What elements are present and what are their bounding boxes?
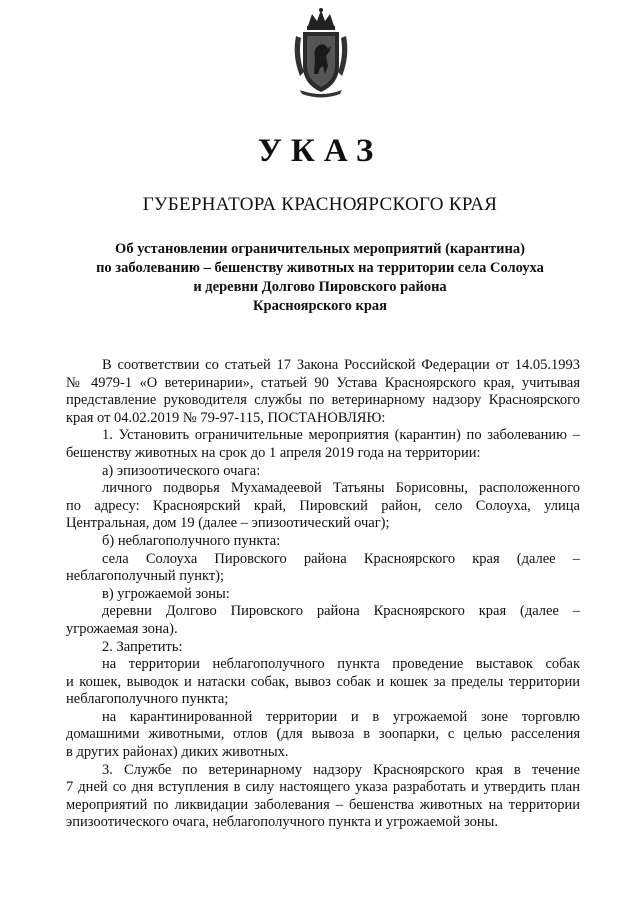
item-1a-paragraph xyxy=(66,480,580,533)
item-2-title xyxy=(66,639,580,657)
text-line: 1. Установить ограничительные мероприятия (карантин) по заболеванию – xyxy=(102,427,580,444)
document-type: УКАЗ xyxy=(257,133,383,169)
text-line: неблагополучный пункт); xyxy=(66,568,225,585)
issuer-title: ГУБЕРНАТОРА КРАСНОЯРСКОГО КРАЯ xyxy=(142,194,498,215)
item-2b-paragraph xyxy=(66,709,580,762)
item-1b-paragraph xyxy=(66,551,580,586)
subject-line: Об установлении ограничительных мероприятий (карантина) xyxy=(115,241,525,257)
text-line: № 4979-1 «О ветеринарии», статьей 90 Устава Красноярского края, учитывая xyxy=(66,374,580,391)
text-line: на карантинированной территории и в угрожаемой зоне торговлю xyxy=(102,708,580,725)
text-line: а) эпизоотического очага: xyxy=(102,462,261,479)
text-line: края от 04.02.2019 № 79-97-115, ПОСТАНОВЛЯЮ: xyxy=(66,409,386,426)
text-line: б) неблагополучного пункта: xyxy=(102,532,281,549)
subject-line: и деревни Долгово Пировского района xyxy=(193,279,447,295)
item-1c-title xyxy=(66,586,580,604)
text-line: В соответствии со статьей 17 Закона Российской Федерации от 14.05.1993 xyxy=(102,357,580,373)
text-line: угрожаемая зона). xyxy=(66,620,178,637)
item-1c-paragraph xyxy=(66,603,580,638)
text-line: на территории неблагополучного пункта проведение выставок собак xyxy=(102,656,580,673)
item-3-paragraph xyxy=(66,762,580,832)
text-line: неблагополучного пункта; xyxy=(66,691,229,708)
text-line: 7 дней со дня вступления в силу настоящего указа разработать и утвердить план xyxy=(66,779,580,796)
coat-of-arms-icon xyxy=(290,6,352,98)
text-line: 3. Службе по ветеринарному надзору Красноярского края в течение xyxy=(102,761,580,778)
text-line: представление руководителя службы по ветеринарному надзору Красноярского xyxy=(66,392,580,409)
subject-line: Красноярского края xyxy=(253,298,387,314)
text-line: домашними животными, отлов (для вывоза в зоопарки, с целью расселения xyxy=(66,726,580,743)
item-1b-title xyxy=(66,533,580,551)
text-line: бешенству животных на срок до 1 апреля 2019 года на территории: xyxy=(66,444,481,461)
item-1a-title xyxy=(66,463,580,481)
text-line: Центральная, дом 19 (далее – эпизоотический очаг); xyxy=(66,515,390,532)
text-line: мероприятий по ликвидации заболевания – бешенства животных на территории xyxy=(66,796,580,813)
subject-line: по заболеванию – бешенству животных на территории села Солоуха xyxy=(96,260,544,276)
decree-body xyxy=(66,357,580,832)
text-line: в) угрожаемой зоны: xyxy=(102,585,230,602)
text-line: 2. Запретить: xyxy=(102,638,183,655)
text-line: села Солоуха Пировского района Красноярского края (далее – xyxy=(102,550,580,567)
text-line: в других районах) диких животных. xyxy=(66,744,289,761)
item-2a-paragraph xyxy=(66,656,580,709)
text-line: и кошек, выводок и натаски собак, вывоз собак и кошек за пределы территории xyxy=(66,673,580,690)
text-line: по адресу: Красноярский край, Пировский район, село Солоуха, улица xyxy=(66,497,580,514)
text-line: личного подворья Мухамадеевой Татьяны Борисовны, расположенного xyxy=(102,480,580,497)
preamble-paragraph xyxy=(66,357,580,427)
text-line: эпизоотического очага, неблагополучного пункта и угрожаемой зоны. xyxy=(66,814,498,831)
item-1-paragraph xyxy=(66,427,580,462)
text-line: деревни Долгово Пировского района Красноярского края (далее – xyxy=(102,603,580,620)
decree-subject xyxy=(60,240,580,316)
